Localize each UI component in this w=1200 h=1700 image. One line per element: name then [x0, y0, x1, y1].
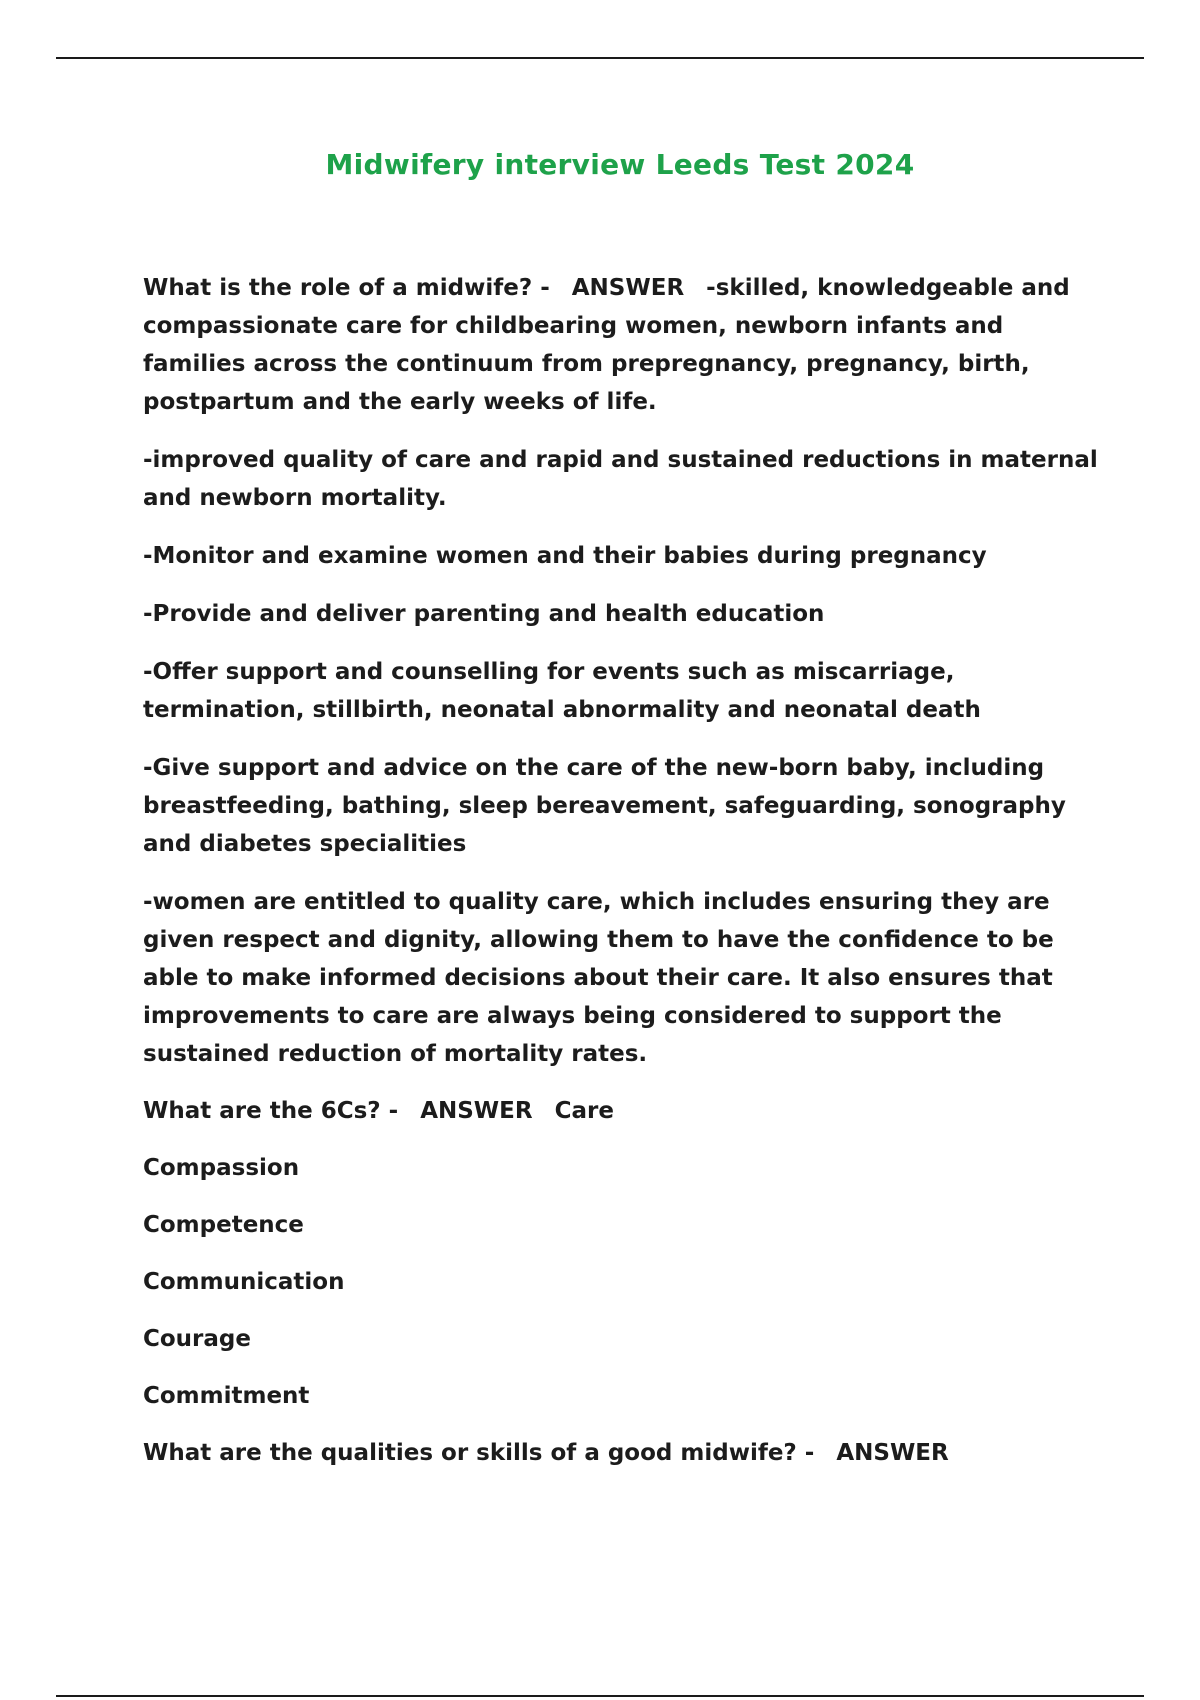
- question-qualities: [143, 1434, 1103, 1472]
- answer-text: Care: [554, 1098, 614, 1124]
- answer-label: ANSWER: [571, 275, 685, 301]
- role-point: -women are entitled to quality care, which includes ensuring they are given respect and dignity, allowing them to have the confidence to be able to make informed decisions about their care. It also ensures that improvements to care are always being considered to support the sustained reduction of mortality rates.: [143, 889, 1054, 1067]
- question-text: What is the role of a midwife? -: [143, 275, 550, 301]
- bottom-rule: [56, 1695, 1144, 1697]
- question-text: What are the qualities or skills of a good midwife? -: [143, 1440, 815, 1466]
- six-cs-item: Courage: [143, 1326, 251, 1352]
- answer-label: ANSWER: [420, 1098, 533, 1124]
- role-point: -Monitor and examine women and their babies during pregnancy: [143, 543, 987, 569]
- six-cs-item: Compassion: [143, 1155, 300, 1181]
- top-rule: [56, 57, 1144, 59]
- question-six-cs: [143, 1092, 1103, 1130]
- question-text: What are the 6Cs? -: [143, 1098, 399, 1124]
- role-point: -Give support and advice on the care of the new-born baby, including breastfeeding, bathing, sleep bereavement, safeguarding, sonography and diabetes specialities: [143, 755, 1066, 857]
- role-point: -Offer support and counselling for events such as miscarriage, termination, stillbirth, neonatal abnormality and neonatal death: [143, 659, 981, 723]
- document-body: [143, 269, 1103, 1492]
- six-cs-item: Competence: [143, 1212, 304, 1238]
- six-cs-item: Communication: [143, 1269, 345, 1295]
- question-role-of-midwife: [143, 269, 1103, 421]
- role-point: -improved quality of care and rapid and sustained reductions in maternal and newborn mortality.: [143, 447, 1098, 511]
- role-point: -Provide and deliver parenting and health education: [143, 601, 825, 627]
- answer-label: ANSWER: [836, 1440, 949, 1466]
- document-title: Midwifery interview Leeds Test 2024: [325, 148, 915, 181]
- six-cs-item: Commitment: [143, 1383, 310, 1409]
- answer-text: -skilled, knowledgeable and compassionate care for childbearing women, newborn infants and families across the continuum from prepregnancy, pregnancy, birth, postpartum and the early weeks of life.: [143, 275, 1070, 415]
